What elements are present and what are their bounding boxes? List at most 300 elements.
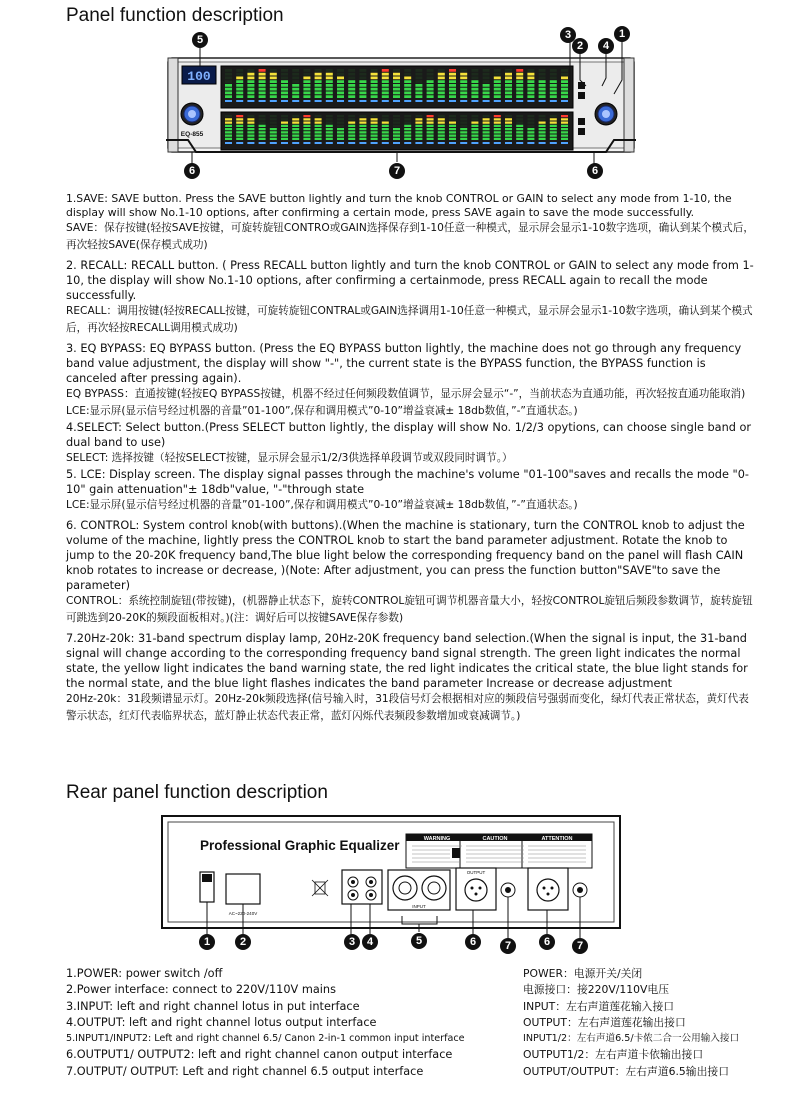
spectrum-led-segment [550,80,557,83]
band-blue-led [382,142,389,144]
spectrum-led-segment [427,92,434,95]
spectrum-led-segment [427,80,434,83]
spectrum-led-segment [270,73,277,76]
spectrum-led-segment [259,95,266,98]
spectrum-led-segment [460,88,467,91]
spectrum-led-segment [404,77,411,80]
spectrum-led-segment [550,88,557,91]
spectrum-led-segment [292,115,299,117]
band-blue-led [348,142,355,144]
band-blue-led [550,100,557,102]
spectrum-led-segment [281,69,288,72]
output-label: OUTPUT [466,870,486,875]
spectrum-led-segment [270,80,277,83]
spectrum-led-segment [348,125,355,127]
bypass-desc-zh: EQ BYPASS：直通按键(轻按EQ BYPASS按键，机器不经过任何频段数值调节，显示屏会显示“-”，当前状态为直通功能，再次轻按直通功能取消) [66,388,746,400]
spectrum-led-segment [471,138,478,140]
spectrum-led-segment [281,84,288,87]
spectrum-led-segment [527,118,534,120]
spectrum-led-segment [483,84,490,87]
spectrum-led-segment [527,80,534,83]
spectrum-led-segment [270,128,277,130]
spectrum-led-segment [225,84,232,87]
spectrum-led-segment [382,138,389,140]
spectrum-led-segment [337,77,344,80]
spectrum-led-segment [281,138,288,140]
spectrum-led-segment [404,73,411,76]
rear-marker-3: 3 [344,934,360,950]
band-blue-led [483,142,490,144]
spectrum-led-segment [427,95,434,98]
spectrum-led-segment [527,69,534,72]
spectrum-led-segment [247,128,254,130]
spectrum-led-segment [303,84,310,87]
spectrum-led-segment [303,118,310,120]
spectrum-led-segment [415,88,422,91]
spectrum-led-segment [460,125,467,127]
spectrum-led-segment [236,128,243,130]
spectrum-led-segment [359,73,366,76]
spectrum-led-segment [270,84,277,87]
spectrum-led-segment [348,131,355,133]
spectrum-led-segment [292,138,299,140]
band-blue-led [371,100,378,102]
spectrum-led-segment [281,77,288,80]
spectrum-led-segment [460,73,467,76]
band-blue-led [516,142,523,144]
spectrum-led-segment [303,69,310,72]
spectrum-led-segment [427,73,434,76]
spectrum-led-segment [393,118,400,120]
spectrum-led-segment [404,125,411,127]
spectrum-led-segment [326,80,333,83]
spectrum-led-segment [236,95,243,98]
spectrum-led-segment [236,131,243,133]
spectrum-led-segment [460,95,467,98]
spectrum-led-segment [516,88,523,91]
spectrum-led-segment [270,92,277,95]
marker-1: 1 [614,26,630,42]
band-blue-led [471,142,478,144]
spectrum-led-segment [326,125,333,127]
spectrum-led-segment [303,88,310,91]
spectrum-led-segment [371,115,378,117]
spectrum-led-segment [449,88,456,91]
spectrum-led-segment [404,138,411,140]
panel-heading: Panel function description [66,5,284,26]
spectrum-led-segment [281,131,288,133]
spectrum-led-segment [471,115,478,117]
spectrum-led-segment [516,69,523,72]
spectrum-led-segment [415,73,422,76]
spectrum-led-segment [516,118,523,120]
spectrum-led-segment [438,77,445,80]
spectrum-led-segment [516,80,523,83]
spectrum-led-segment [505,95,512,98]
spectrum-led-segment [471,77,478,80]
spectrum-led-segment [281,125,288,127]
spectrum-led-segment [225,80,232,83]
spectrum-led-segment [415,95,422,98]
spectrum-led-segment [483,131,490,133]
spectrum-led-segment [539,122,546,124]
spectrum-led-segment [326,95,333,98]
spectrum-led-segment [427,125,434,127]
band-blue-led [550,142,557,144]
spectrum-led-segment [236,92,243,95]
spectrum-led-segment [236,80,243,83]
spectrum-led-segment [505,92,512,95]
save-desc-en: 1.SAVE: SAVE button. Press the SAVE button lightly and turn the knob CONTROL or GAIN to select any mode from 1-10, the display will show No.1-10 options, after confirming a certain mode, press SAVE again to save the mode successfully. [66,192,732,219]
spectrum-led-segment [225,69,232,72]
spectrum-led-segment [371,77,378,80]
spectrum-led-segment [561,125,568,127]
band-blue-led [337,100,344,102]
spectrum-led-segment [359,92,366,95]
spectrum-led-segment [561,128,568,130]
spectrum-led-segment [483,128,490,130]
gain-knob[interactable] [595,103,617,125]
spectrum-led-segment [326,122,333,124]
spectrum-led-segment [404,92,411,95]
spectrum-led-segment [449,77,456,80]
spectrum-led-segment [415,118,422,120]
spectrum-led-segment [460,122,467,124]
spectrum-led-segment [225,128,232,130]
spectrum-led-segment [539,131,546,133]
spectrum-led-segment [315,80,322,83]
spectrum-led-segment [371,135,378,137]
spectrum-led-segment [359,122,366,124]
spectrum-lower [221,112,573,150]
band-blue-led [516,100,523,102]
spectrum-led-segment [292,95,299,98]
spectrum-led-segment [550,115,557,117]
band-blue-led [337,142,344,144]
band-blue-led [494,142,501,144]
marker-7: 7 [389,163,405,179]
spectrum-led-segment [292,128,299,130]
spectrum-led-segment [382,69,389,72]
spectrum-led-segment [471,69,478,72]
spectrum-led-segment [404,69,411,72]
spectrum-led-segment [539,88,546,91]
spectrum-led-segment [303,95,310,98]
spectrum-led-segment [348,95,355,98]
spectrum-led-segment [527,73,534,76]
spectrum-led-segment [539,115,546,117]
band-blue-led [539,142,546,144]
spectrum-led-segment [483,115,490,117]
spectrum-led-segment [505,80,512,83]
spectrum-led-segment [337,115,344,117]
spectrum-led-segment [471,95,478,98]
spectrum-led-segment [225,122,232,124]
spectrum-led-segment [259,73,266,76]
spectrum-led-segment [393,88,400,91]
spectrum-led-segment [270,131,277,133]
spectrum-led-segment [550,118,557,120]
spectrum-led-segment [539,118,546,120]
spectrum-led-segment [315,73,322,76]
band-blue-led [236,100,243,102]
spectrum-led-segment [393,122,400,124]
band-blue-led [505,142,512,144]
band-blue-led [281,100,288,102]
spectrum-led-segment [259,122,266,124]
spectrum-led-segment [270,122,277,124]
spectrum-led-segment [281,122,288,124]
spectrum-led-segment [393,125,400,127]
spectrum-led-segment [281,73,288,76]
spectrum-led-segment [550,95,557,98]
spectrum-led-segment [359,125,366,127]
spectrum-led-segment [337,135,344,137]
band-blue-led [438,142,445,144]
spectrum-led-segment [516,84,523,87]
spectrum-led-segment [427,84,434,87]
spectrum-led-segment [404,80,411,83]
spectrum-led-segment [359,69,366,72]
spectrum-led-segment [371,88,378,91]
lce-desc-en: 5. LCE: Display screen. The display signal passes through the machine's volume "01-100"saves and recalls the mode "0-10" gain attenuation"± 18db"value, "-"through state [66,468,749,496]
spectrum-led-segment [337,125,344,127]
spectrum-led-segment [259,135,266,137]
spectrum-led-segment [449,80,456,83]
spectrum-led-segment [427,115,434,117]
spectrum-led-segment [359,95,366,98]
spectrum-led-segment [460,115,467,117]
rear-marker-4: 4 [362,934,378,950]
spectrum-led-segment [527,88,534,91]
spectrum-led-segment [471,92,478,95]
recall-desc-zh: RECALL：调用按键(轻按RECALL按键，可旋转旋钮CONTRAL或GAIN选择调用1-10任意一种模式，显示屏会显示1-10数字选项，确认到某个模式后，再次轻按RECALL调用模式成功) [66,305,753,334]
spectrum-led-segment [281,88,288,91]
spectrum-led-segment [483,138,490,140]
spectrum-led-segment [315,128,322,130]
spectrum-led-segment [259,77,266,80]
spectrum-led-segment [326,118,333,120]
spectrum-led-segment [225,88,232,91]
spectrum-led-segment [449,128,456,130]
spectrum-led-segment [382,77,389,80]
spectrum-led-segment [438,69,445,72]
marker-5: 5 [192,32,208,48]
spectrum-led-segment [505,135,512,137]
spectrum-led-segment [270,135,277,137]
spectrum-led-segment [404,84,411,87]
band-blue-led [561,142,568,144]
spectrum-led-segment [292,92,299,95]
spectrum-led-segment [315,88,322,91]
spectrum-led-segment [225,125,232,127]
spectrum-led-segment [281,118,288,120]
spectrum-led-segment [505,73,512,76]
spectrum-led-segment [471,118,478,120]
spectrum-led-segment [371,84,378,87]
spectrum-led-segment [561,77,568,80]
spectrum-led-segment [438,88,445,91]
spectrum-led-segment [438,80,445,83]
spectrum-led-segment [539,69,546,72]
spectrum-led-segment [561,92,568,95]
spectrum-led-segment [348,69,355,72]
spectrum-led-segment [427,69,434,72]
spectrum-led-segment [236,138,243,140]
spectrum-led-segment [550,73,557,76]
spectrum-led-segment [348,77,355,80]
spectrum-led-segment [337,84,344,87]
band-blue-led [348,100,355,102]
spectrum-led-segment [225,115,232,117]
spectrum-led-segment [225,118,232,120]
spectrum-led-segment [292,88,299,91]
spectrum-led-segment [505,115,512,117]
spectrum-led-segment [460,131,467,133]
spectrum-led-segment [516,125,523,127]
spectrum-led-segment [415,135,422,137]
spectrum-led-segment [348,73,355,76]
spectrum-led-segment [382,80,389,83]
spectrum-led-segment [427,88,434,91]
spectrum-led-segment [259,80,266,83]
spectrum-led-segment [438,95,445,98]
marker-2: 2 [572,38,588,54]
spectrum-led-segment [516,128,523,130]
spectrum-led-segment [259,128,266,130]
spectrum-led-segment [561,88,568,91]
spectrum-led-segment [259,125,266,127]
spectrum-led-segment [494,135,501,137]
spectrum-led-segment [550,128,557,130]
spectrum-led-segment [337,80,344,83]
spectrum-led-segment [561,115,568,117]
spectrum-led-segment [303,125,310,127]
spectrum-led-segment [359,77,366,80]
spectrum-led-segment [303,80,310,83]
band-blue-led [359,142,366,144]
spectrum-led-segment [449,84,456,87]
control-desc-en: 6. CONTROL: System control knob(with buttons).(When the machine is stationary, turn the CONTROL knob to adjust the volume of the machine, lightly press the CONTROL knob to start the band parameter adjustment. Rotate the knob to jump to the 20-20K frequency band,The blue light below the corresponding frequency band on the panel will flash CAIN knob rotates to increase or decrease, )(Note: After adjustment, you can press the function button"SAVE"to save the parameter) [66,519,745,592]
spectrum-led-segment [471,73,478,76]
spectrum-led-segment [371,125,378,127]
spectrum-led-segment [527,122,534,124]
spectrum-led-segment [449,95,456,98]
band-blue-led [505,100,512,102]
spectrum-led-segment [427,128,434,130]
spectrum-led-segment [539,135,546,137]
rear-item-zh: OUTPUT：左右声道莲花输出接口 [523,1015,686,1029]
spectrum-led-segment [494,115,501,117]
spectrum-led-segment [505,88,512,91]
spectrum-led-segment [427,122,434,124]
spectrum-led-segment [404,115,411,117]
spectrum-led-segment [270,88,277,91]
spectrum-led-segment [516,135,523,137]
band-blue-led [427,100,434,102]
spectrum-led-segment [371,118,378,120]
band-blue-led [460,100,467,102]
caution-label: CAUTION [482,836,508,842]
spectrum-led-segment [471,88,478,91]
band-blue-led [270,100,277,102]
spectrum-led-segment [236,135,243,137]
spectrum-led-segment [371,69,378,72]
spectrum-led-segment [303,122,310,124]
spectrum-led-segment [415,84,422,87]
spectrum-led-segment [449,73,456,76]
band-blue-led [438,100,445,102]
rear-marker-5: 5 [411,933,427,949]
spectrum-led-segment [259,92,266,95]
warning-label: WARNING [423,836,451,842]
spectrum-led-segment [471,84,478,87]
bypass-desc-en: 3. EQ BYPASS: EQ BYPASS button. (Press the EQ BYPASS button lightly, the machine does not go through any frequency band value adjustment, the display will show "-", the current state is the BYPASS function, the BYPASS function is canceled after pressing again). [66,342,742,385]
spectrum-led-segment [281,135,288,137]
rear-panel-title: Professional Graphic Equalizer [200,838,400,853]
spectrum-led-segment [303,92,310,95]
spectrum-led-segment [303,77,310,80]
spectrum-led-segment [449,138,456,140]
spectrum-led-segment [527,77,534,80]
spectrum-led-segment [359,84,366,87]
spectrum-led-segment [247,95,254,98]
control-knob[interactable] [181,103,203,125]
spectrum-led-segment [315,135,322,137]
spectrum-led-segment [270,95,277,98]
band-blue-led [471,100,478,102]
band-blue-led [460,142,467,144]
rear-item-en: 3.INPUT: left and right channel lotus in put interface [66,999,360,1013]
spectrum-led-segment [225,138,232,140]
spectrum-led-segment [259,131,266,133]
spectrum-led-segment [337,128,344,130]
spectrum-led-segment [561,118,568,120]
rear-item-en: 5.INPUT1/INPUT2: Left and right channel 6.5/ Canon 2-in-1 common input interface [66,1033,465,1045]
spectrum-led-segment [550,92,557,95]
spectrum-led-segment [292,69,299,72]
spectrum-led-segment [527,128,534,130]
spectrum-led-segment [247,122,254,124]
rear-item-zh: OUTPUT1/2：左右声道卡依输出接口 [523,1048,704,1062]
spectrum-led-segment [561,80,568,83]
spectrum-led-segment [494,138,501,140]
rear-marker-7b: 7 [572,938,588,954]
spectrum-led-segment [415,77,422,80]
spectrum-led-segment [415,69,422,72]
spectrum-led-segment [326,88,333,91]
spectrum-led-segment [516,115,523,117]
spectrum-led-segment [494,69,501,72]
band-blue-led [247,142,254,144]
band-blue-led [494,100,501,102]
spectrum-led-segment [371,131,378,133]
spectrum-led-segment [247,69,254,72]
spectrum-led-segment [247,138,254,140]
spectrum-led-segment [371,138,378,140]
spectrum-led-segment [471,131,478,133]
spectrum-led-segment [449,125,456,127]
spectrum-led-segment [471,128,478,130]
spectrum-led-segment [393,128,400,130]
spectrum-led-segment [348,122,355,124]
spectrum-led-segment [247,135,254,137]
spectrum-led-segment [561,84,568,87]
spectrum-led-segment [438,131,445,133]
spectrum-led-segment [303,73,310,76]
spectrum-led-segment [292,73,299,76]
spectrum-led-segment [259,118,266,120]
